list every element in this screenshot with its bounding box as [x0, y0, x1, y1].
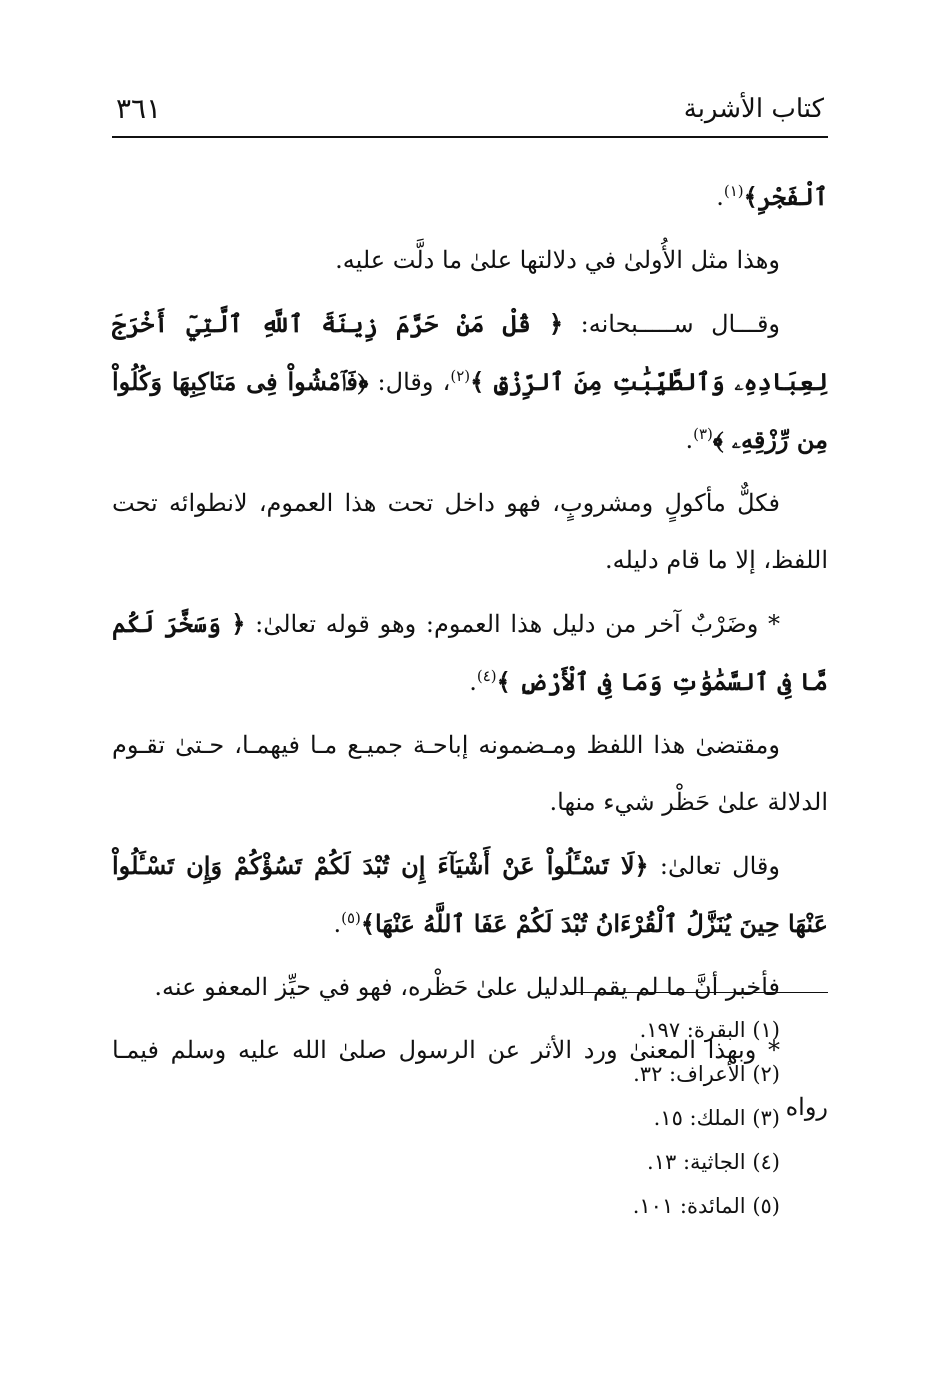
footnote-divider: [568, 992, 828, 993]
paragraph-3: [112, 295, 828, 469]
text-fragment: .: [685, 426, 694, 454]
footnote-ref: (٢): [450, 367, 471, 385]
page-header: [112, 84, 828, 138]
paragraph-1: [112, 168, 828, 226]
paragraph-6: ومقتضىٰ هذا اللفظ ومـضمونه إباحـة جميـع مـا فيهمـا، حـتىٰ تقـوم الدلالة علىٰ حَظْر شيء منها.: [112, 731, 828, 816]
footnote-3: (٣) الملك: ١٥.: [653, 1106, 780, 1130]
running-title: كتاب الأشربة: [683, 94, 824, 124]
text-fragment: وقال تعالىٰ:: [648, 852, 780, 880]
footnote-2: (٢) الأعراف: ٣٢.: [633, 1062, 780, 1086]
paragraph-9: * وبهذا المعنىٰ ورد الأثر عن الرسول صلىٰ الله عليه وسلم فيمـا رواه: [112, 1036, 828, 1121]
quran-verse: ﴿فَٱمْشُواْ فِى مَنَاكِبِهَا وَكُلُواْ مِن رِّزْقِهِۦ ﴾: [112, 367, 828, 454]
footnote-ref: (١): [723, 182, 744, 200]
page-number: ٣٦١: [116, 92, 162, 125]
footnote-ref: (٥): [341, 909, 361, 927]
text-fragment: .: [469, 668, 477, 696]
quran-verse: ٱلْفَجْرِ﴾: [743, 182, 828, 211]
footnote-ref: (٤): [476, 667, 497, 685]
main-text: [112, 168, 828, 1142]
text-fragment: * وضَرْبٌ آخر من دليل هذا العموم: وهو قوله تعالىٰ:: [245, 610, 780, 638]
paragraph-4: فكلٌّ مأكولٍ ومشروبٍ، فهو داخل تحت هذا العموم، لانطوائه تحت اللفظ، إلا ما قام دليله.: [112, 489, 828, 574]
footnote-5: (٥) المائدة: ١٠١.: [632, 1194, 780, 1218]
quran-verse: ﴿لَا تَسْـَٔلُواْ عَنْ أَشْيَآءَ إِن تُبْدَ لَكُمْ تَسُؤْكُمْ وَإِن تَسْـَٔلُواْ عَنْهَا حِينَ يُنَزَّلُ ٱلْقُرْءَانُ تُبْدَ لَكُمْ عَفَا ٱللَّهُ عَنْهَا﴾: [112, 851, 828, 938]
quran-verse: ﴿ قُلْ مَنْ حَرَّمَ زِينَةَ ٱللَّهِ ٱلَّتِيٓ أَخْرَجَ لِعِبَادِهِۦ وَٱلطَّيِّبَٰتِ مِنَ ٱلرِّزْقِ ﴾: [112, 309, 828, 396]
paragraph-7: [112, 837, 828, 953]
text-fragment: ، وقال:: [368, 368, 451, 396]
text-fragment: .: [333, 910, 342, 938]
paragraph-5: [112, 595, 828, 711]
paragraph-8: فأخبر أنَّ ما لم يقم الدليل علىٰ حَظْره، فهو في حيِّز المعفو عنه.: [154, 973, 780, 1001]
footnote-4: (٤) الجاثية: ١٣.: [647, 1150, 780, 1174]
footnote-1: (١) البقرة: ١٩٧.: [639, 1018, 780, 1042]
quran-verse: ﴿ وَسَخَّرَ لَكُم مَّا فِى ٱلسَّمَٰوَٰتِ وَمَا فِى ٱلْأَرْضِ ﴾: [112, 609, 828, 696]
text-fragment: .: [716, 183, 724, 211]
footnotes: [380, 1008, 780, 1228]
text-fragment: وقـــال ســـــبحانه:: [563, 310, 781, 338]
paragraph-2: وهذا مثل الأُولىٰ في دلالتها علىٰ ما دلَّت عليه.: [335, 246, 780, 274]
footnote-ref: (٣): [693, 425, 713, 443]
